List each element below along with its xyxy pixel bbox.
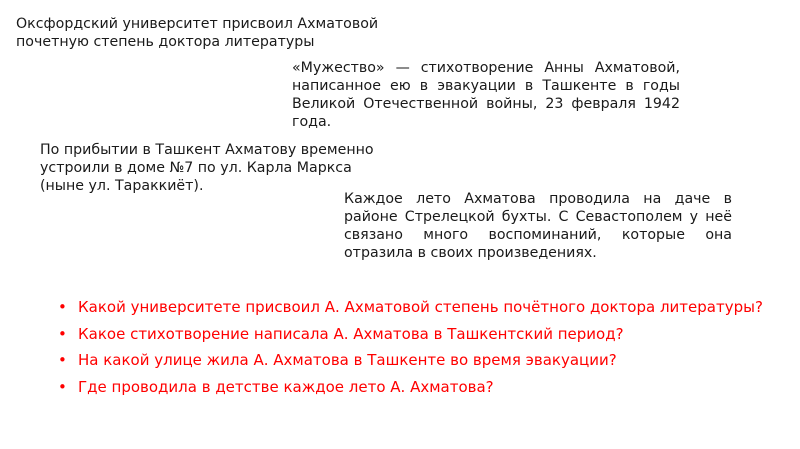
question-item bbox=[56, 351, 776, 369]
question-text: Какое стихотворение написала А. Ахматова в Ташкентский период? bbox=[78, 324, 624, 343]
question-text: Какой университете присвоил А. Ахматовой степень почётного доктора литературы? bbox=[78, 298, 763, 316]
question-text: На какой улице жила А. Ахматова в Ташкенте во время эвакуации? bbox=[78, 351, 617, 369]
question-item bbox=[56, 325, 776, 343]
text-block-oxford: Оксфордский университет присвоил Ахматовой почетную степень доктора литературы bbox=[16, 16, 379, 50]
bullet-dot-icon: • bbox=[58, 298, 67, 316]
text-block-courage-poem: «Мужество» — стихотворение Анны Ахматовой, написанное ею в эвакуации в Ташкенте в годы Великой Отечественной войны, 23 февраля 1942 года. bbox=[292, 60, 680, 130]
question-text: Где проводила в детстве каждое лето А. Ахматова? bbox=[78, 377, 494, 396]
bullet-dot-icon: • bbox=[58, 324, 67, 343]
question-item bbox=[56, 298, 776, 316]
question-item bbox=[56, 378, 776, 396]
question-list bbox=[56, 298, 776, 404]
text-block-summer-dacha: Каждое лето Ахматова проводила на даче в районе Стрелецкой бухты. С Севастополем у неё связано много воспоминаний, которые она отразила в своих произведениях. bbox=[344, 191, 732, 261]
text-block-tashkent-arrival: По прибытии в Ташкент Ахматову временно устроили в доме №7 по ул. Карла Маркса (ныне ул. Тараккиёт). bbox=[40, 142, 374, 194]
bullet-dot-icon: • bbox=[58, 377, 67, 396]
bullet-dot-icon: • bbox=[58, 351, 67, 369]
